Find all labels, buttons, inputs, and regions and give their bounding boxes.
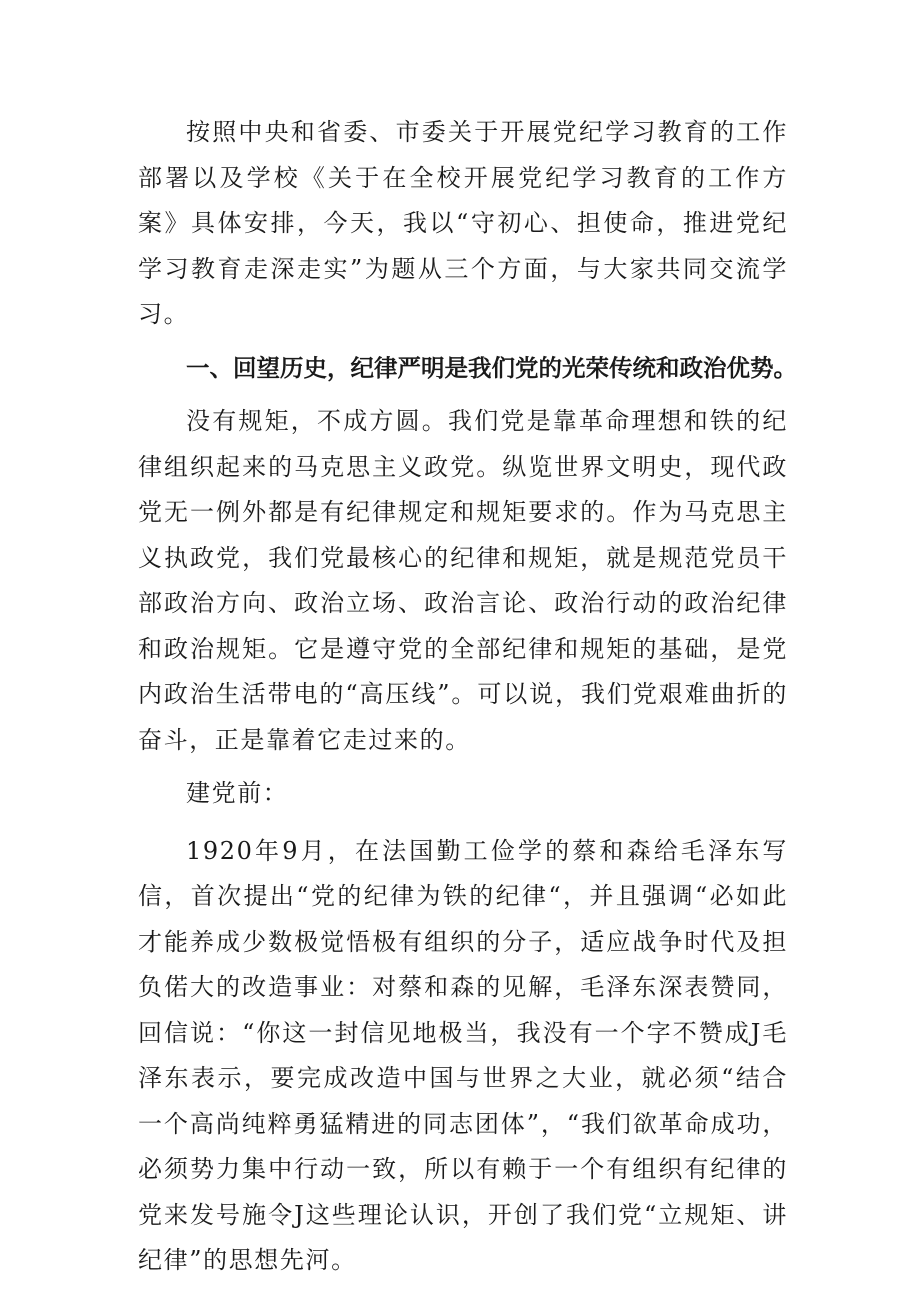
- paragraph-intro: 按照中央和省委、市委关于开展党纪学习教育的工作部署以及学校《关于在全校开展党纪学习教育的工作方案》具体安排，今天，我以“守初心、担使命，推进党纪学习教育走深走实”为题从三个方面，与大家共同交流学习。: [138, 118, 788, 328]
- paragraph-before-founding: 建党前：: [186, 779, 289, 807]
- paragraph-1920-letter: 1920年9月，在法国勤工俭学的蔡和森给毛泽东写信，首次提出“党的纪律为铁的纪律“，并且强调“必如此才能养成少数极觉悟极有组织的分子，适应战争时代及担负偌大的改造事业：对蔡和森的见解，毛泽东深表赞同，回信说：“你这一封信见地极当，我没有一个字不赞成J毛泽东表示，要完成改造中国与世界之大业，就必须“结合一个高尚纯粹勇猛精进的同志团体”，“我们欲革命成功，必须势力集中行动一致，所以有赖于一个有组织有纪律的党来发号施令J这些理论认识，开创了我们党“立规矩、讲纪律”的思想先河。: [138, 836, 788, 1274]
- document-body: [138, 110, 797, 1284]
- section-heading-1: 一、回望历史，纪律严明是我们党的光荣传统和政治优势。: [186, 353, 797, 382]
- paragraph-discipline: 没有规矩，不成方圆。我们党是靠革命理想和铁的纪律组织起来的马克思主义政党。纵览世界文明史，现代政党无一例外都是有纪律规定和规矩要求的。作为马克思主义执政党，我们党最核心的纪律和规矩，就是规范党员干部政治方向、政治立场、政治言论、政治行动的政治纪律和政治规矩。它是遵守党的全部纪律和规矩的基础，是党内政治生活带电的“高压线”。可以说，我们党艰难曲折的奋斗，正是靠着它走过来的。: [138, 407, 788, 754]
